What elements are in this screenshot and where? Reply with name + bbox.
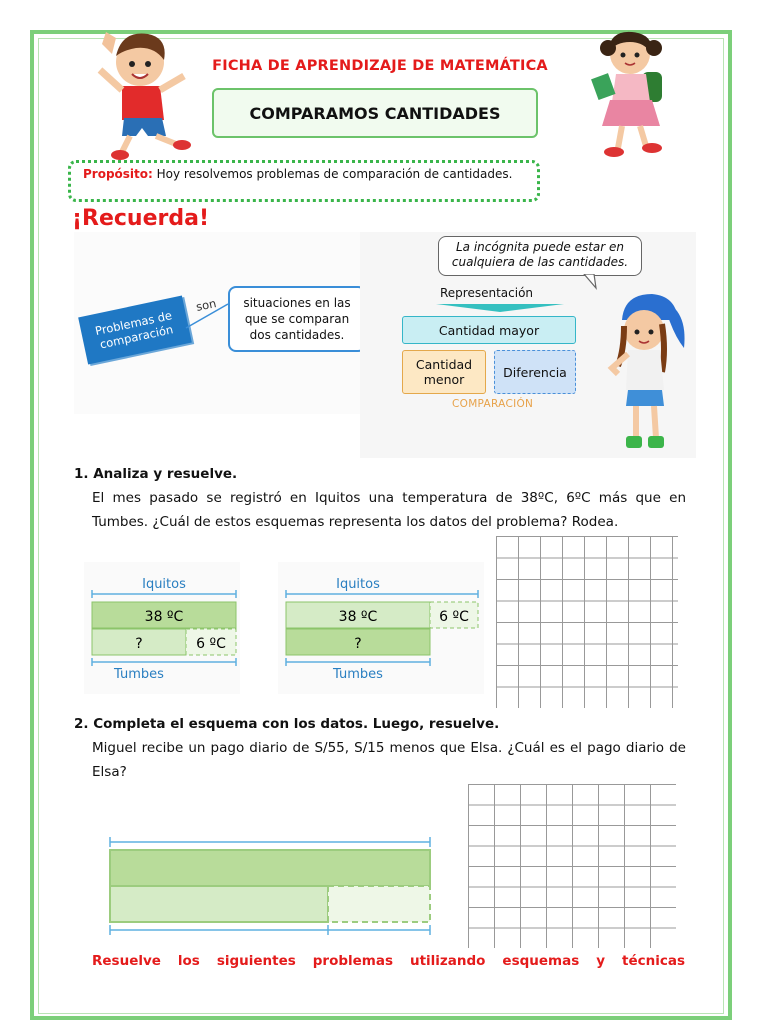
purpose-text: Hoy resolvemos problemas de comparación de cantidades.	[152, 167, 513, 181]
definition-box	[228, 286, 366, 352]
girl-illustration	[580, 22, 692, 162]
definition-text: situaciones en las que se comparan dos cantidades.	[243, 296, 351, 342]
scheme-a-unknown: ?	[135, 636, 143, 652]
work-grid-2[interactable]	[468, 784, 676, 948]
concept-tag-label: Problemas de comparación	[93, 308, 175, 352]
representation-panel	[360, 232, 696, 458]
question-2	[74, 712, 686, 784]
scheme-a-bottom-label: Tumbes	[114, 667, 164, 682]
concept-tag	[78, 296, 192, 365]
comparacion-label: COMPARACIÓN	[452, 398, 534, 410]
work-grid-1[interactable]	[496, 536, 678, 708]
representation-arrow	[436, 302, 566, 314]
diferencia-box	[494, 350, 576, 394]
cantidad-menor-label: Cantidad menor	[415, 357, 473, 387]
scheme-a[interactable]	[84, 562, 240, 694]
scheme-b-unknown: ?	[354, 636, 362, 652]
scheme-b-bottom-label: Tumbes	[333, 667, 383, 682]
speech-bubble	[438, 236, 642, 276]
purpose-box	[68, 160, 540, 202]
question-2-title	[74, 712, 686, 736]
concept-panel	[74, 232, 360, 414]
worksheet-title: FICHA DE APRENDIZAJE DE MATEMÁTICA	[212, 58, 548, 74]
question-1-heading: Analiza y resuelve.	[93, 466, 238, 482]
question-1-number: 1.	[74, 466, 89, 482]
question-2-number: 2.	[74, 716, 89, 732]
representation-label: Representación	[440, 286, 534, 300]
question-1	[74, 462, 686, 534]
scheme-b-big-value: 38 ºC	[338, 609, 378, 625]
recuerda-heading: ¡Recuerda!	[72, 206, 209, 231]
question-2-body: Miguel recibe un pago diario de S/55, S/15 menos que Elsa. ¿Cuál es el pago diario de Elsa?	[92, 740, 686, 780]
question-1-title	[74, 462, 686, 486]
scheme-to-complete[interactable]	[104, 836, 436, 938]
footer-instruction: Resuelve los siguientes problemas utilizando esquemas y técnicas	[92, 953, 685, 969]
question-1-body: El mes pasado se registró en Iquitos una temperatura de 38ºC, 6ºC más que en Tumbes. ¿Cuál de estos esquemas representa los datos del problema? Rodea.	[92, 490, 686, 530]
purpose-label: Propósito:	[83, 167, 153, 181]
speech-text: La incógnita puede estar en cualquiera de las cantidades.	[451, 240, 629, 269]
cantidad-mayor-box	[402, 316, 576, 344]
scheme-a-big-value: 38 ºC	[144, 609, 184, 625]
scheme-b-top-label: Iquitos	[336, 577, 380, 592]
scheme-b[interactable]	[278, 562, 484, 694]
cantidad-mayor-label: Cantidad mayor	[438, 322, 540, 338]
scheme-a-top-label: Iquitos	[142, 577, 186, 592]
speech-tail	[582, 274, 602, 290]
connector-word: son	[194, 296, 218, 314]
topic-title: COMPARAMOS CANTIDADES	[212, 88, 538, 138]
diferencia-label: Diferencia	[503, 364, 567, 380]
girl-cap-illustration	[604, 290, 690, 456]
boy-illustration	[92, 24, 202, 160]
scheme-b-diff: 6 ºC	[439, 609, 469, 625]
cantidad-menor-box	[402, 350, 486, 394]
scheme-a-diff: 6 ºC	[196, 636, 226, 652]
question-2-heading: Completa el esquema con los datos. Luego, resuelve.	[93, 716, 500, 732]
